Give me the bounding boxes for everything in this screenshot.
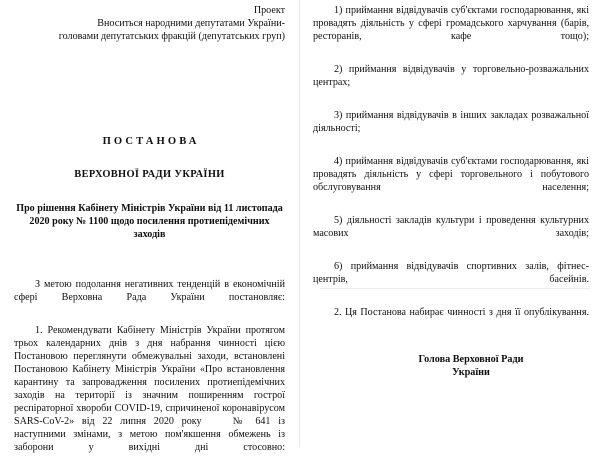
header-spacer xyxy=(14,43,285,136)
signature-title-line-1: Голова Верховної Ради xyxy=(418,354,524,365)
project-label: Проект xyxy=(253,5,285,16)
clause-1-text-b: № 641 із наступними змінами, з метою пом'якшення обмежень із заборони у вихідні дні стосовно: xyxy=(14,415,285,453)
footer-rule xyxy=(320,288,590,289)
list-item: 5) діяльності закладів культури і проведення культурних масових заходів; xyxy=(313,215,589,239)
signature-block xyxy=(313,353,589,379)
left-page-body xyxy=(14,278,285,467)
list-item: 2) приймання відвідувачів у торговельно-розважальних центрах; xyxy=(313,64,589,88)
preamble-paragraph: З метою подолання негативних тенденцій в економічній сфері Верховна Рада України постановляє: xyxy=(14,278,285,303)
clause-1-text-a: 1. Рекомендувати Кабінету Міністрів України протягом трьох календарних днів з дня набрання чинності цією Постановою переглянути обмежувальні заходи, встановлені Постановою Кабінету Міністрів України «Про встановлення карантину та запровадження посилених протиепідемічних заходів на території із значним поширенням гострої респіраторної хвороби COVID-19, спричиненої коронавірусом SARS-CoV-2» від 22 липня 2020 року xyxy=(14,324,285,427)
signature-title-line-2: України xyxy=(452,367,490,378)
right-page-body xyxy=(313,4,589,379)
title-spacer-2 xyxy=(14,180,285,202)
resolution-subject: Про рішення Кабінету Міністрів України від 11 листопада 2020 року № 1100 щодо посилення протиепідемічних заходів xyxy=(16,203,283,241)
submitted-by-line-1: Вноситься народними депутатами України- xyxy=(97,18,285,29)
submitted-by-line-2: головами депутатських фракцій (депутатських груп) xyxy=(58,31,285,42)
list-item: 4) приймання відвідувачів суб'єктами господарювання, які провадять діяльність у сфері торговельного і побутового обслуговування населення; xyxy=(313,156,589,193)
list-item: 1) приймання відвідувачів суб'єктами господарювання, які провадять діяльність у сфері громадського харчування (барів, ресторанів, кафе тощо); xyxy=(313,5,589,42)
page-right xyxy=(300,0,600,447)
list-item: 6) приймання відвідувачів спортивних залів, фітнес-центрів, басейнів. xyxy=(313,261,589,285)
title-spacer-1 xyxy=(14,147,285,169)
page-left xyxy=(0,0,299,453)
title-spacer-3 xyxy=(14,242,285,278)
clause-2-paragraph: 2. Ця Постанова набирає чинності з дня її опублікування. xyxy=(334,307,589,318)
list-item: 3) приймання відвідувачів в інших закладах розважальної діяльності; xyxy=(313,110,589,134)
page-title: ПОСТАНОВА xyxy=(102,136,200,147)
document-header xyxy=(14,4,285,43)
clause-1-paragraph xyxy=(14,324,285,467)
issuing-authority: ВЕРХОВНОЇ РАДИ УКРАЇНИ xyxy=(74,169,225,180)
